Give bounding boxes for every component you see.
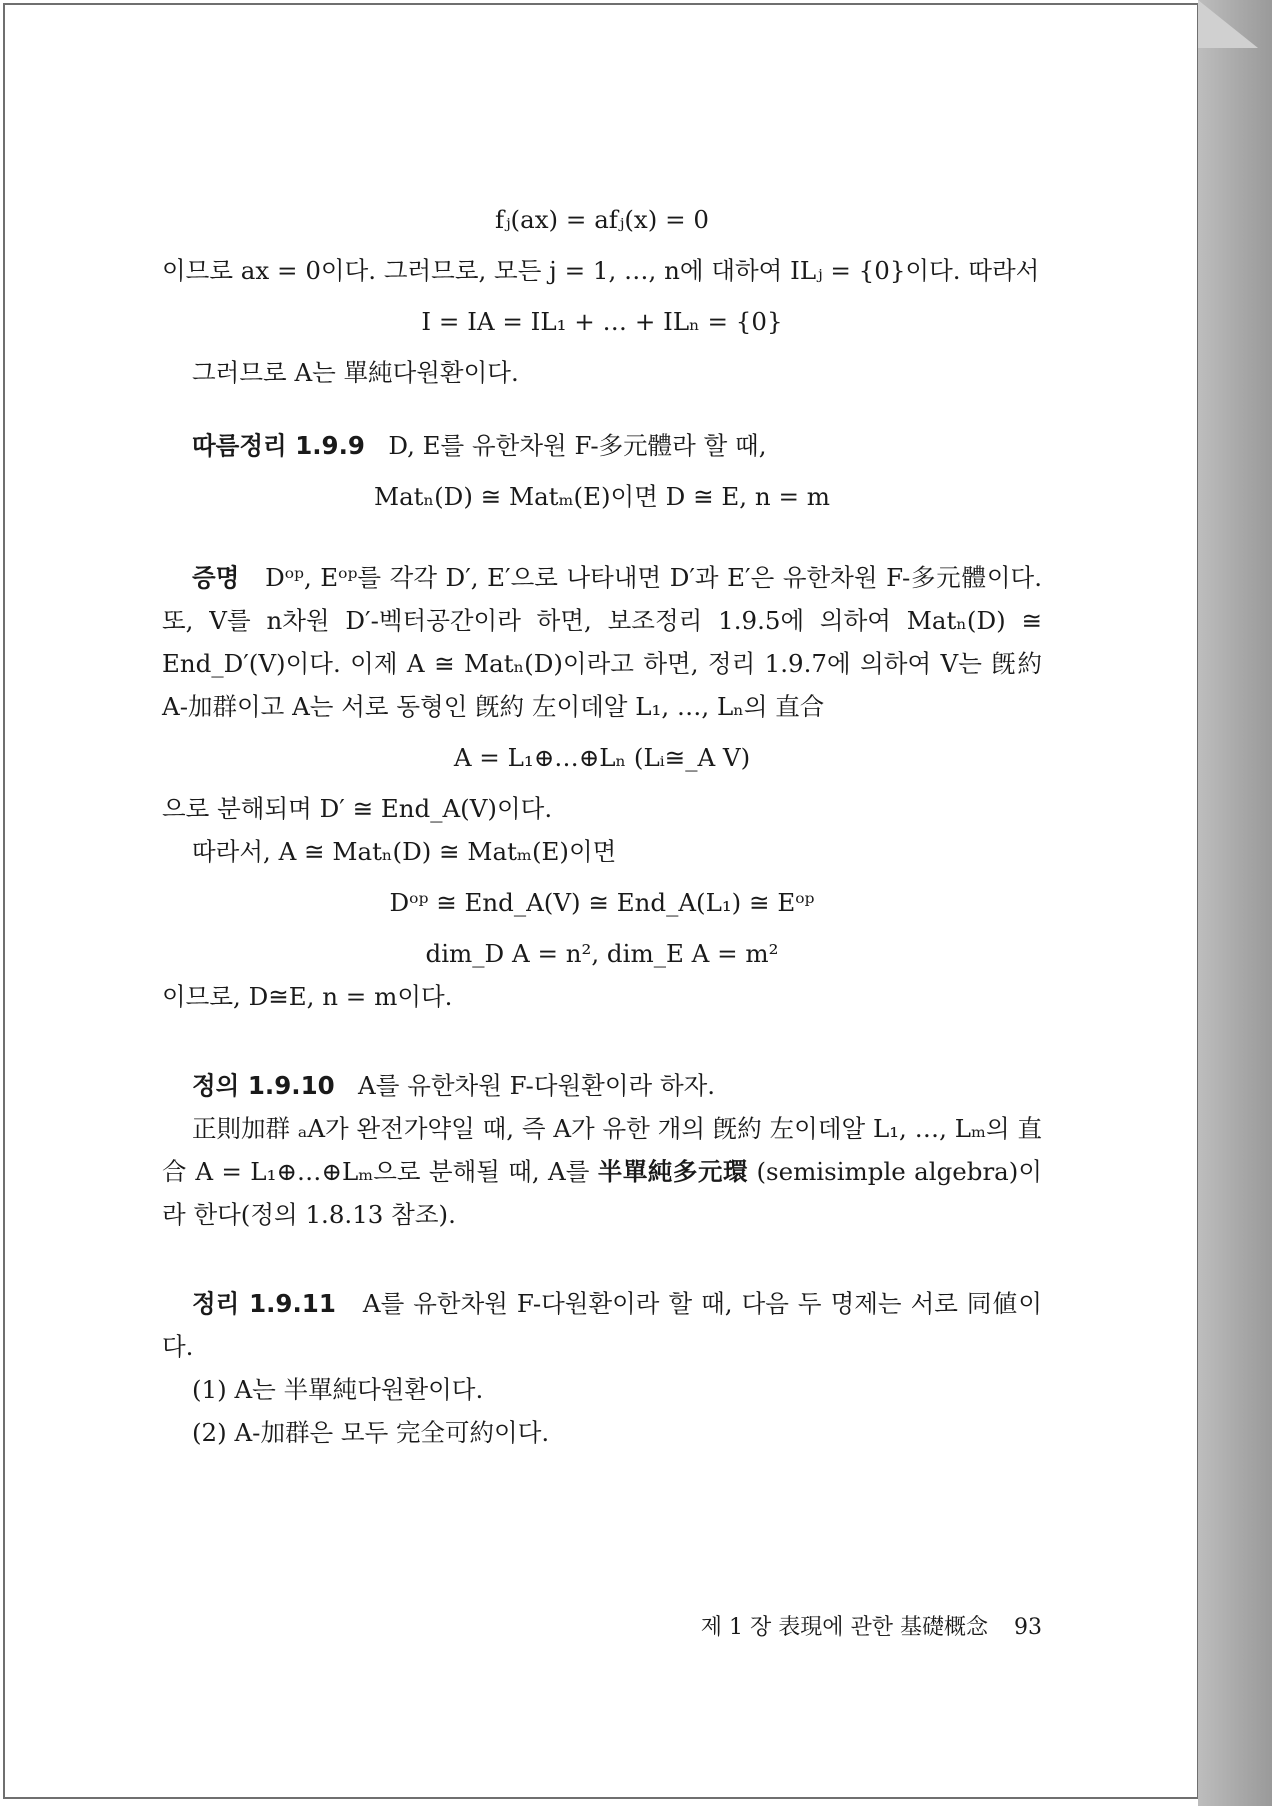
proof-heading: 증명 bbox=[192, 563, 240, 592]
theorem-heading: 정리 1.9.11 bbox=[192, 1289, 336, 1318]
corollary-text: D, E를 유한차원 F-多元體라 할 때, bbox=[388, 431, 767, 460]
equation-2: I = IA = IL₁ + … + ILₙ = {0} bbox=[421, 307, 783, 336]
paragraph-1: 이므로 ax = 0이다. 그러므로, 모든 j = 1, …, n에 대하여 ILⱼ = {0}이다. 따라서 bbox=[162, 256, 1040, 285]
footer-chapter: 제 1 장 表現에 관한 基礎概念 bbox=[700, 1615, 988, 1640]
book-spine bbox=[1198, 0, 1272, 1806]
page-body bbox=[162, 190, 1042, 1454]
theorem-item-2: (2) A-加群은 모두 完全可約이다. bbox=[192, 1418, 550, 1447]
definition-term: 半單純多元環 bbox=[597, 1157, 749, 1186]
proof-equation-1: A = L₁⊕…⊕Lₙ (Lᵢ≅_A V) bbox=[453, 743, 751, 772]
theorem-block bbox=[162, 1282, 1042, 1368]
proof-text: Dᵒᵖ, Eᵒᵖ를 각각 D′, E′으로 나타내면 D′과 E′은 유한차원 F-多元體이다. 또, V를 n차원 D′-벡터공간이라 하면, 보조정리 1.9.5에 의하여 Matₙ(D) ≅ End_D′(V)이다. 이제 A ≅ Matₙ(D)이라고 하면, 정리 1.9.7에 의하여 V는 旣約 A-加群이고 A는 서로 동형인 旣約 左이데알 L₁, …, Lₙ의 直合 bbox=[162, 563, 1042, 721]
corollary-block bbox=[162, 424, 1042, 467]
proof-conclusion: 이므로, D≅E, n = m이다. bbox=[162, 982, 453, 1011]
definition-block bbox=[162, 1064, 1042, 1107]
page-footer bbox=[162, 1610, 1042, 1641]
paragraph-2: 그러므로 A는 單純다원환이다. bbox=[192, 358, 519, 387]
corollary-heading: 따름정리 1.9.9 bbox=[192, 431, 365, 460]
equation-header: fⱼ(ax) = afⱼ(x) = 0 bbox=[495, 205, 709, 234]
proof-text-2: 으로 분해되며 D′ ≅ End_A(V)이다. bbox=[162, 794, 553, 823]
proof-block bbox=[162, 556, 1042, 728]
proof-text-3: 따라서, A ≅ Matₙ(D) ≅ Matₘ(E)이면 bbox=[192, 837, 617, 866]
definition-text-2: 正則加群 ₐA가 완전가약일 때, 즉 A가 유한 개의 旣約 左이데알 L₁, …, Lₘ의 直合 A = L₁⊕…⊕Lₘ으로 분해될 때, A를 bbox=[162, 1114, 1042, 1186]
definition-body bbox=[162, 1107, 1042, 1236]
definition-heading: 정의 1.9.10 bbox=[192, 1071, 335, 1100]
theorem-text: A를 유한차원 F-다원환이라 할 때, 다음 두 명제는 서로 同値이다. bbox=[162, 1289, 1042, 1361]
proof-equation-2: Dᵒᵖ ≅ End_A(V) ≅ End_A(L₁) ≅ Eᵒᵖ bbox=[389, 888, 815, 917]
proof-equation-3: dim_D A = n², dim_E A = m² bbox=[425, 939, 779, 968]
corollary-equation: Matₙ(D) ≅ Matₘ(E)이면 D ≅ E, n = m bbox=[373, 482, 830, 511]
theorem-item-1: (1) A는 半單純다원환이다. bbox=[192, 1375, 484, 1404]
page-number: 93 bbox=[1014, 1615, 1042, 1640]
definition-text: A를 유한차원 F-다원환이라 하자. bbox=[358, 1071, 716, 1100]
definition-text-3: (semisimple algebra)이라 한다(정의 1.8.13 참조). bbox=[162, 1157, 1042, 1229]
